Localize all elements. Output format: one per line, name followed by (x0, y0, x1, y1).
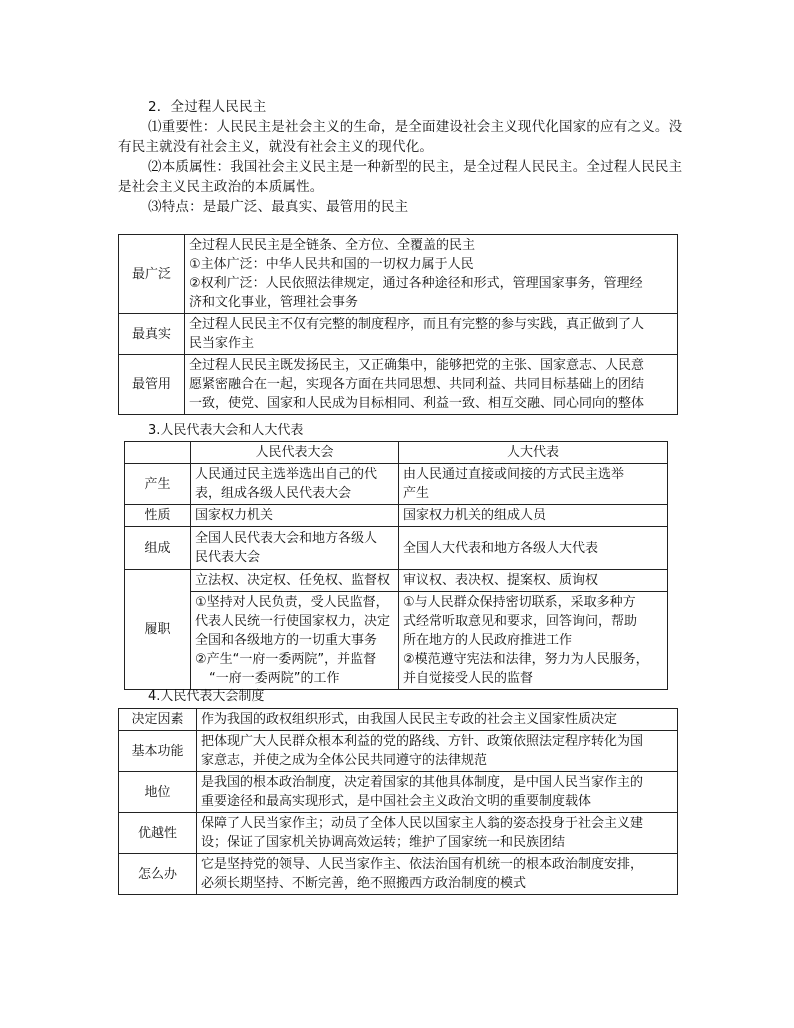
row-label: 决定因素 (119, 709, 197, 731)
congress-duty-cell (191, 592, 399, 690)
content-line: 把体现广大人民群众根本利益的党的路线、方针、政策依照法定程序转化为国 (201, 734, 644, 749)
content-line: ②模范遵守宪法和法律，努力为人民服务， (403, 652, 649, 667)
table-row (125, 570, 668, 592)
table-row (125, 505, 668, 527)
content-line: 产生 (403, 486, 430, 501)
row-label: 最广泛 (119, 235, 185, 314)
content-line: ①主体广泛：中华人民共和国的一切权力属于人民 (189, 257, 474, 272)
row-label: 组成 (125, 527, 191, 570)
content-line: 设；保证了国家机关协调高效运转；维护了国家统一和民族团结 (201, 835, 566, 850)
congress-cell (191, 464, 399, 505)
table-row (119, 854, 678, 895)
content-line: 所在地方的人民政府推进工作 (403, 633, 573, 648)
congress-powers-cell: 立法权、决定权、任免权、监督权 (191, 570, 399, 592)
column-header-congress: 人民代表大会 (191, 442, 399, 464)
essence-line-1: ⑵本质属性：我国社会主义民主是一种新型的民主，是全过程人民民主。全过程人民民主 (148, 159, 683, 175)
row-content (185, 355, 678, 415)
content-line: 全国人民代表大会和地方各级人 (195, 531, 378, 546)
deputies-cell (399, 464, 668, 505)
row-label: 怎么办 (119, 854, 197, 895)
row-content (197, 731, 678, 772)
table-row (125, 464, 668, 505)
content-line: ①坚持对人民负责，受人民监督， (195, 595, 389, 610)
content-line: ②权利广泛：人民依照法律规定，通过各种途径和形式，管理国家事务，管理经 (189, 276, 643, 291)
features-line: ⑶特点：是最广泛、最真实、最管用的民主 (148, 199, 409, 215)
content-line: 由人民通过直接或间接的方式民主选举 (403, 467, 625, 482)
content-line: 全过程人民民主是全链条、全方位、全覆盖的民主 (189, 238, 476, 253)
table-row (125, 592, 668, 690)
empty-header-cell (125, 442, 191, 464)
content-line: 民代表大会 (195, 550, 261, 565)
features-table (118, 234, 678, 415)
row-label: 产生 (125, 464, 191, 505)
congress-system-table (118, 708, 678, 895)
row-label: 最管用 (119, 355, 185, 415)
content-line: 家意志，并使之成为全体公民共同遵守的法律规范 (201, 753, 488, 768)
table-row (119, 314, 678, 355)
congress-deputies-table (124, 441, 668, 690)
congress-cell (191, 527, 399, 570)
row-content (185, 235, 678, 314)
table-header-row (125, 442, 668, 464)
content-line: 并自觉接受人民的监督 (403, 671, 534, 686)
congress-cell: 国家权力机关 (191, 505, 399, 527)
table-row (125, 527, 668, 570)
table-row (119, 235, 678, 314)
deputies-cell: 全国人大代表和地方各级人大代表 (399, 527, 668, 570)
table-row (119, 355, 678, 415)
section4-heading: 4.人民代表大会制度 (148, 689, 265, 704)
section3-heading: 3.人民代表大会和人大代表 (148, 423, 304, 438)
content-line: 全国和各级地方的一切重大事务 (195, 633, 378, 648)
content-line: 人民通过民主选举选出自己的代 (195, 467, 378, 482)
row-content (197, 854, 678, 895)
deputies-duty-cell (399, 592, 668, 690)
section2-heading: 2．全过程人民民主 (148, 99, 267, 115)
table-row (119, 813, 678, 854)
row-label: 地位 (119, 772, 197, 813)
content-line: 民当家作主 (189, 336, 255, 351)
column-header-deputies: 人大代表 (399, 442, 668, 464)
content-line: 表，组成各级人民代表大会 (195, 486, 352, 501)
content-line: 全过程人民民主不仅有完整的制度程序，而且有完整的参与实践，真正做到了人 (189, 317, 645, 332)
content-line: 它是坚持党的领导、人民当家作主、依法治国有机统一的根本政治制度安排， (201, 857, 644, 872)
content-line: ①与人民群众保持密切联系，采取多种方 (403, 595, 636, 610)
row-label: 性质 (125, 505, 191, 527)
table-row (119, 709, 678, 731)
table-row (119, 731, 678, 772)
row-label: 优越性 (119, 813, 197, 854)
content-line: 是我国的根本政治制度，决定着国家的其他具体制度，是中国人民当家作主的 (201, 775, 644, 790)
row-content: 作为我国的政权组织形式，由我国人民民主专政的社会主义国家性质决定 (197, 709, 678, 731)
essence-line-2: 是社会主义民主政治的本质属性。 (118, 179, 324, 195)
content-line: 济和文化事业，管理社会事务 (189, 295, 359, 310)
deputies-cell: 国家权力机关的组成人员 (399, 505, 668, 527)
row-label: 最真实 (119, 314, 185, 355)
content-line: “一府一委两院”的工作 (209, 671, 340, 686)
content-line: 代表人民统一行使国家权力，决定 (195, 614, 391, 629)
content-line: 式经常听取意见和要求，回答询问，帮助 (403, 614, 638, 629)
content-line: 愿紧密融合在一起，实现各方面在共同思想、共同利益、共同目标基础上的团结 (189, 377, 645, 392)
content-line: 全过程人民民主既发扬民主，又正确集中，能够把党的主张、国家意志、人民意 (189, 358, 645, 373)
importance-line-1: ⑴重要性：人民民主是社会主义的生命，是全面建设社会主义现代化国家的应有之义。没 (148, 119, 683, 135)
content-line: 重要途径和最高实现形式，是中国社会主义政治文明的重要制度载体 (201, 794, 592, 809)
row-content (197, 813, 678, 854)
content-line: 必须长期坚持、不断完善，绝不照搬西方政治制度的模式 (201, 876, 527, 891)
row-label: 基本功能 (119, 731, 197, 772)
content-line: 一致，使党、国家和人民成为目标相同、利益一致、相互交融、同心同向的整体 (189, 396, 645, 411)
content-line: ②产生“一府一委两院”，并监督 (195, 652, 377, 667)
row-content (185, 314, 678, 355)
deputies-powers-cell: 审议权、表决权、提案权、质询权 (399, 570, 668, 592)
row-content (197, 772, 678, 813)
content-line: 保障了人民当家作主；动员了全体人民以国家主人翁的姿态投身于社会主义建 (201, 816, 644, 831)
importance-line-2: 有民主就没有社会主义，就没有社会主义的现代化。 (118, 139, 434, 155)
row-label: 履职 (125, 570, 191, 690)
table-row (119, 772, 678, 813)
